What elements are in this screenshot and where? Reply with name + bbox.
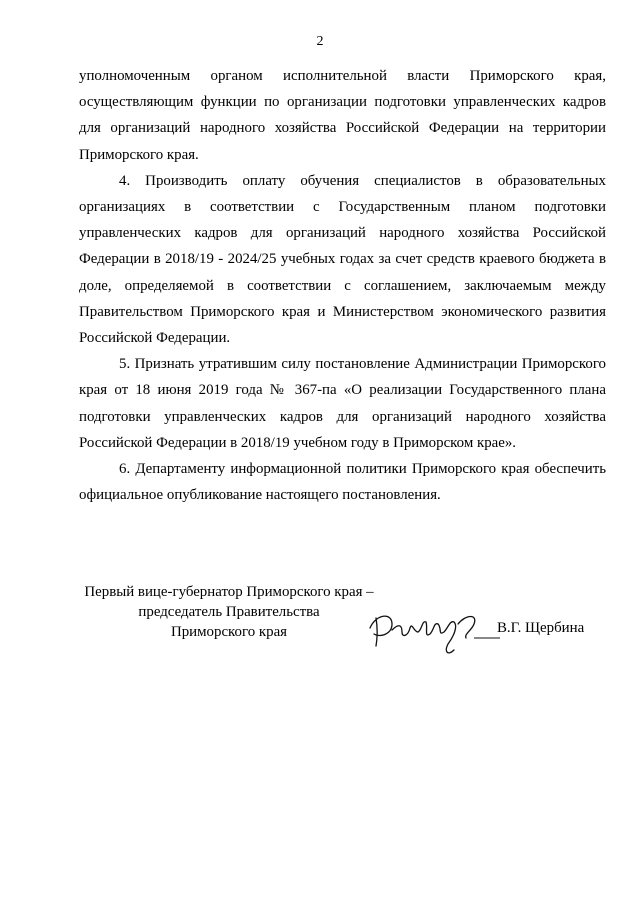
- paragraph-continuation: уполномоченным органом исполнительной власти Приморского края, осуществляющим функции по организации подготовки управленческих кадров для организаций народного хозяйства Российской Федерации на территории Приморского края.: [79, 68, 606, 163]
- signatory-title-line: председатель Правительства: [138, 604, 320, 620]
- signatory-title-line: Первый вице-губернатор Приморского края –: [84, 584, 374, 600]
- paragraph-6: 6. Департаменту информационной политики Приморского края обеспечить официальное опубликование настоящего постановления.: [79, 461, 606, 504]
- signatory-title-line: Приморского края: [170, 624, 288, 640]
- paragraph-4: 4. Производить оплату обучения специалистов в образовательных организациях в соответствии с Государственным планом подготовки управленческих кадров для организаций народного хозяйства Российской Федерации в 2018/19 - 2024/25 учебных годах за счет средств краевого бюджета в доле, определяемой в соответствии с соглашением, заключаемым между Правительством Приморского края и Министерством экономического развития Российской Федерации.: [79, 172, 606, 347]
- signatory-title: [79, 582, 379, 642]
- page-number: 2: [316, 34, 324, 49]
- handwritten-signature: [362, 600, 502, 660]
- paragraph-5: 5. Признать утратившим силу постановление Администрации Приморского края от 18 июня 2019 года № 367-па «О реализации Государственного плана подготовки управленческих кадров для организаций народного хозяйства Российской Федерации в 2018/19 учебном году в Приморском крае».: [79, 356, 606, 451]
- signatory-name: В.Г. Щербина: [497, 620, 585, 636]
- document-body: [79, 63, 606, 508]
